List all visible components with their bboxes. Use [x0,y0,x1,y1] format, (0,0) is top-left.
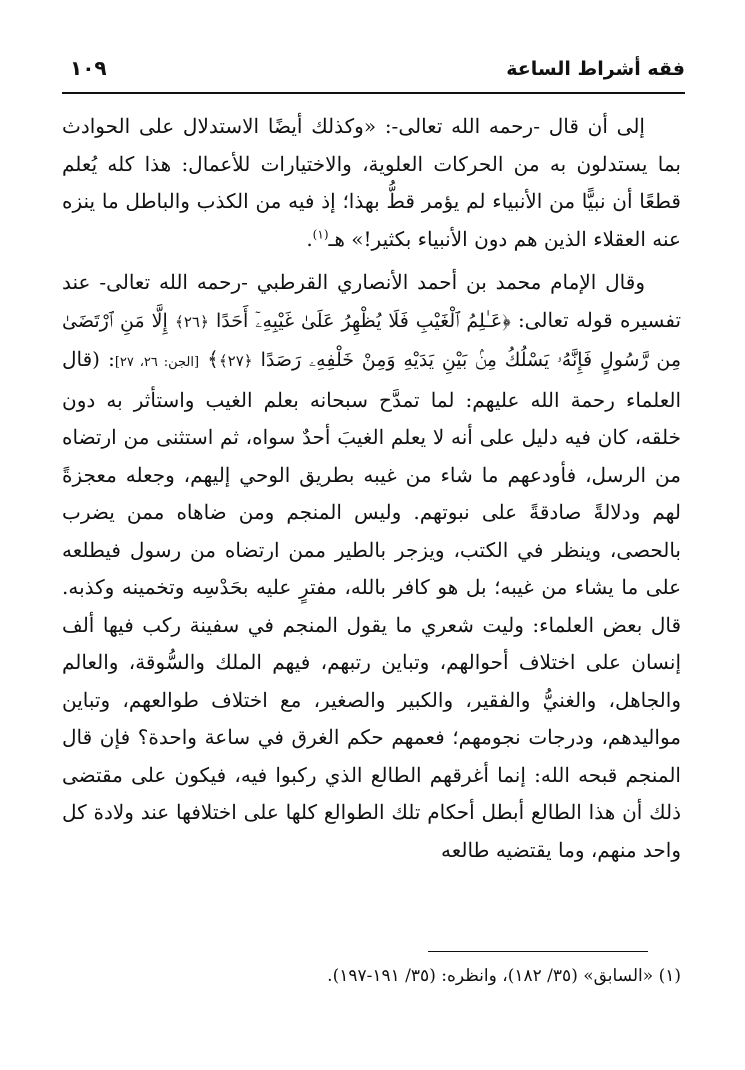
paragraph-2-intro: وقال الإمام محمد بن أحمد الأنصاري القرطبي -رحمه الله تعالى- عند تفسيره قوله تعالى: [62,270,682,332]
quran-verse-27: إِلَّا مَنِ ٱرْتَضَىٰ مِن رَّسُولٍ فَإِنَّهُۥ يَسْلُكُ مِنۢ بَيْنِ يَدَيْهِ وَمِنْ خَلْفِهِۦ رَصَدًا [62,309,681,371]
ayah-number-27: ﴿٢٧﴾ [218,352,253,370]
footnote-divider [428,951,648,952]
ayah-number-26: ﴿٢٦﴾ [175,312,209,331]
running-title: فقه أشراط الساعة [506,58,685,80]
page-number: ١٠٩ [70,56,107,80]
paragraph-2: وقال الإمام محمد بن أحمد الأنصاري القرطبي -رحمه الله تعالى- عند تفسيره قوله تعالى: ﴿عَـٰلِمُ ٱلْغَيْبِ فَلَا يُظْهِرُ عَلَىٰ غَيْبِهِۦٓ أَحَدًا ﴿٢٦﴾ إِلَّا مَنِ ٱرْتَضَىٰ مِن رَّسُولٍ فَإِنَّهُۥ يَسْلُكُ مِنۢ بَيْنِ يَدَيْهِ وَمِنْ خَلْفِهِۦ رَصَدًا ﴿٢٧﴾﴾ [الجن: ٢٦، ٢٧]: (قال العلماء رحمة الله عليهم: لما تمدَّح سبحانه بعلم الغيب واستأثر به دون خلقه، كان فيه دليل على أنه لا يعلم الغيبَ أحدٌ سواه، ثم استثنى من ارتضاه من الرسل، فأودعهم ما شاء من غيبه بطريق الوحي إليهم، وجعله معجزةً لهم ودلالةً صادقةً على نبوتهم. وليس المنجم ومن ضاهاه ممن يضرب بالحصى، وينظر في الكتب، ويزجر بالطير ممن ارتضاه من رسول فيطلعه على ما يشاء من غيبه؛ بل هو كافر بالله، مفترٍ عليه بحَدْسِه وتخمينه وكذبه. قال بعض العلماء: وليت شعري ما يقول المنجم في سفينة ركب فيها ألف إنسان على اختلاف أحوالهم، وتباين رتبهم، فيهم الملك والسُّوقة، والعالم والجاهل، والغنيُّ والفقير، والكبير والصغير، مع اختلاف طوالعهم، وتباين مواليدهم، ودرجات نجومهم؛ فعمهم حكم الغرق في ساعة واحدة؟ فإن قال المنجم قبحه الله: إنما أغرقهم الطالع الذي ركبوا فيه، فيكون على مقتضى ذلك أن هذا الطالع أبطل أحكام تلك الطوالع كلها على اختلافها عند ولادة كل واحد منهم، وما يقتضيه طالعه [62,270,682,862]
surah-citation: [الجن: ٢٦، ٢٧] [114,355,200,370]
paragraph-1: إلى أن قال -رحمه الله تعالى-: «وكذلك أيضًا الاستدلال على الحوادث بما يستدلون به من الحركات العلوية، والاختيارات للأعمال: هذا كله يُعلم قطعًا أن نبيًّا من الأنبياء لم يؤمر قطُّ بهذا؛ إذ فيه من الكذب والباطل ما ينزه عنه العقلاء الذين هم دون الأنبياء بكثير!» هـ$^{(١)}$. [62,114,681,251]
running-header [62,52,685,86]
paragraph-1-text: إلى أن قال -رحمه الله تعالى-: «وكذلك أيضًا الاستدلال على الحوادث بما يستدلون به من الحركات العلوية، والاختيارات للأعمال: هذا كله يُعلم قطعًا أن نبيًّا من الأنبياء لم يؤمر قطُّ بهذا؛ إذ فيه من الكذب والباطل ما ينزه عنه العقلاء الذين هم دون الأنبياء بكثير!» هـ [62,114,681,251]
footnote: (١) «السابق» (٣٥/ ١٨٢)، وانظره: (٣٥/ ١٩١-١٩٧). [327,966,681,986]
paragraph-2-body: : (قال العلماء رحمة الله عليهم: لما تمدَّح سبحانه بعلم الغيب واستأثر به دون خلقه، كان فيه دليل على أنه لا يعلم الغيبَ أحدٌ سواه، ثم استثنى من ارتضاه من الرسل، فأودعهم ما شاء من غيبه بطريق الوحي إليهم، وجعله معجزةً لهم ودلالةً صادقةً على نبوتهم. وليس المنجم ومن ضاهاه ممن يضرب بالحصى، وينظر في الكتب، ويزجر بالطير ممن ارتضاه من رسول فيطلعه على ما يشاء من غيبه؛ بل هو كافر بالله، مفترٍ عليه بحَدْسِه وتخمينه وكذبه. قال بعض العلماء: وليت شعري ما يقول المنجم في سفينة ركب فيها ألف إنسان على اختلاف أحوالهم، وتباين رتبهم، فيهم الملك والسُّوقة، والعالم والجاهل، والغنيُّ والفقير، والكبير والصغير، مع اختلاف طوالعهم، وتباين مواليدهم، ودرجات نجومهم؛ فعمهم حكم الغرق في ساعة واحدة؟ فإن قال المنجم قبحه الله: إنما أغرقهم الطالع الذي ركبوا فيه، فيكون على مقتضى ذلك أن هذا الطالع أبطل أحكام تلك الطوالع كلها على اختلافها عند ولادة كل واحد منهم، وما يقتضيه طالعه [62,347,681,862]
main-text [62,108,681,869]
footnote-marker: (١) [312,226,329,241]
quran-verse-26: ﴿عَـٰلِمُ ٱلْغَيْبِ فَلَا يُظْهِرُ عَلَىٰ غَيْبِهِۦٓ أَحَدًا [216,309,511,332]
header-divider [62,92,685,94]
